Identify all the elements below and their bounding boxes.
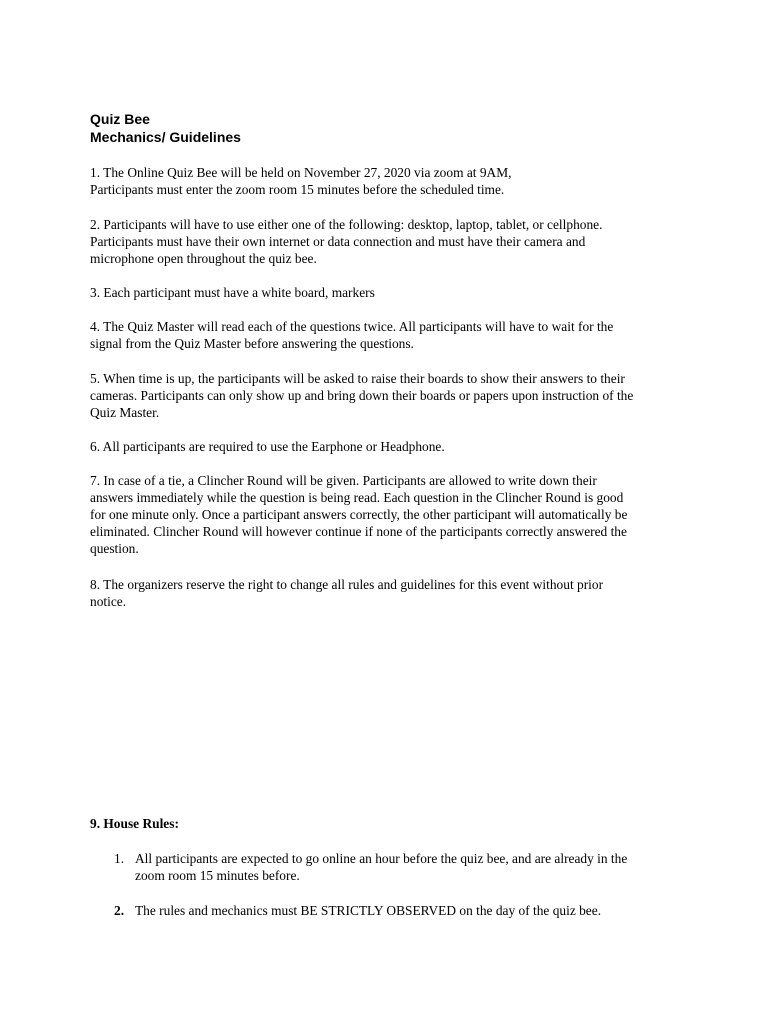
rule-5-line-2: cameras. Participants can only show up and bring down their boards or papers upon instruction of the <box>90 388 634 403</box>
document-header <box>90 110 241 146</box>
rule-5-line-3: Quiz Master. <box>90 405 160 420</box>
rule-5-line-1: 5. When time is up, the participants will be asked to raise their boards to show their answers to their <box>90 371 625 386</box>
rule-paragraph-5 <box>90 370 690 421</box>
rule-8-line-1: 8. The organizers reserve the right to change all rules and guidelines for this event without prior <box>90 577 604 592</box>
rule-7-line-2: answers immediately while the question is being read. Each question in the Clincher Round is good <box>90 490 624 505</box>
house-rule-item-2 <box>90 902 690 919</box>
rule-4-line-2: signal from the Quiz Master before answering the questions. <box>90 336 414 351</box>
rule-2-line-2: Participants must have their own internet or data connection and must have their camera and <box>90 234 586 249</box>
rule-3-line-1: 3. Each participant must have a white board, markers <box>90 285 375 300</box>
house-rule-1-line-2: zoom room 15 minutes before. <box>135 868 300 883</box>
rule-paragraph-6 <box>90 438 690 455</box>
rule-7-line-1: 7. In case of a tie, a Clincher Round will be given. Participants are allowed to write down their <box>90 473 597 488</box>
house-rule-2-number: 2. <box>114 903 125 918</box>
rule-1-line-2: Participants must enter the zoom room 15 minutes before the scheduled time. <box>90 182 505 197</box>
house-rules-heading: 9. House Rules: <box>90 816 179 831</box>
rule-7-line-5: question. <box>90 541 139 556</box>
rule-7-line-3: for one minute only. Once a participant answers correctly, the other participant will automatically be <box>90 507 628 522</box>
rule-8-line-2: notice. <box>90 594 127 609</box>
house-rule-1-text <box>135 850 695 884</box>
house-rule-1-line-1: All participants are expected to go online an hour before the quiz bee, and are already in the <box>135 851 628 866</box>
document-subtitle: Mechanics/ Guidelines <box>90 129 241 145</box>
house-rule-1-number: 1. <box>114 851 125 866</box>
rule-paragraph-2 <box>90 216 690 267</box>
rule-paragraph-1 <box>90 164 690 198</box>
rule-2-line-1: 2. Participants will have to use either one of the following: desktop, laptop, tablet, or cellphone. <box>90 217 603 232</box>
rule-2-line-3: microphone open throughout the quiz bee. <box>90 251 317 266</box>
house-rule-2-line-1: The rules and mechanics must BE STRICTLY OBSERVED on the day of the quiz bee. <box>135 903 602 918</box>
house-rule-item-1 <box>90 850 690 884</box>
rule-paragraph-3 <box>90 284 690 301</box>
rule-paragraph-4 <box>90 318 690 352</box>
rule-paragraph-8 <box>90 576 690 610</box>
house-rule-2-text <box>135 902 695 919</box>
rule-7-line-4: eliminated. Clincher Round will however continue if none of the participants correctly answered the <box>90 524 627 539</box>
rule-4-line-1: 4. The Quiz Master will read each of the questions twice. All participants will have to wait for the <box>90 319 614 334</box>
document-title: Quiz Bee <box>90 111 150 127</box>
rule-6-line-1: 6. All participants are required to use the Earphone or Headphone. <box>90 439 445 454</box>
rule-1-line-1: 1. The Online Quiz Bee will be held on November 27, 2020 via zoom at 9AM, <box>90 165 512 180</box>
rule-paragraph-7 <box>90 472 690 557</box>
